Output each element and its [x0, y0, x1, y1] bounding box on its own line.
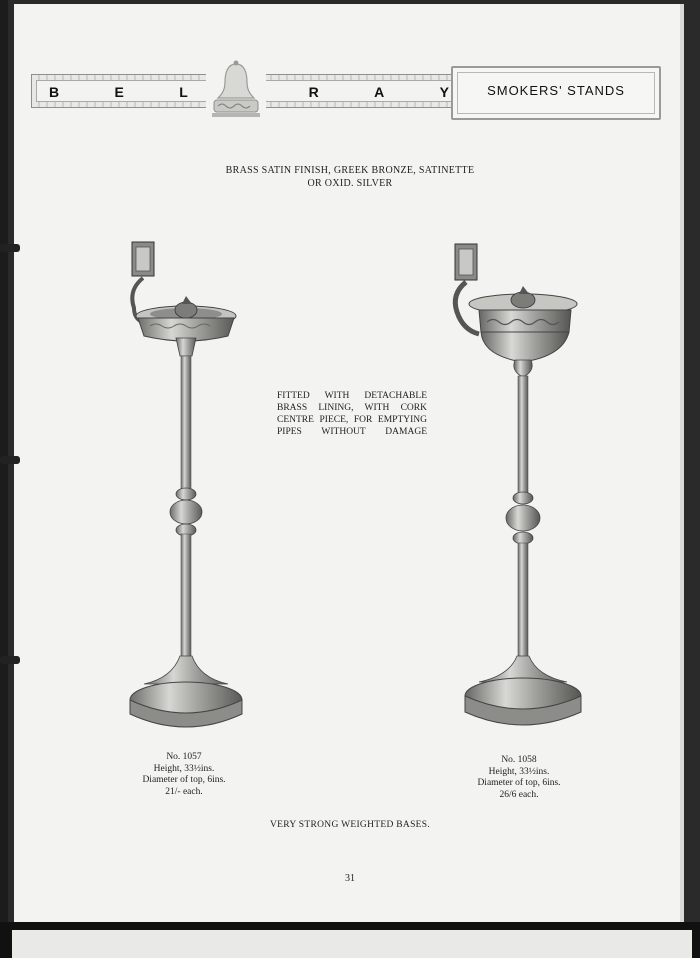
- brand-letter: R: [308, 84, 319, 100]
- product-height: Height, 33½ins.: [153, 763, 215, 774]
- stand-1057-illustration: [120, 238, 250, 743]
- section-title: SMOKERS' STANDS: [487, 83, 625, 98]
- lining-note: [277, 390, 427, 438]
- brand-letter: B: [49, 84, 60, 100]
- binder-hole: [0, 456, 20, 464]
- product-height: Height, 33½ins.: [488, 766, 550, 777]
- product-diameter: Diameter of top, 6ins.: [477, 778, 561, 788]
- lining-note-line: BRASS LINING, WITH CORK: [277, 403, 427, 413]
- product-number: No. 1058: [501, 755, 537, 765]
- brand-letter: L: [179, 84, 188, 100]
- brand-letter: A: [374, 84, 385, 100]
- brand-letter: Y: [439, 84, 449, 100]
- lining-note-line: PIPES WITHOUT DAMAGE: [277, 427, 427, 437]
- stand-1058-illustration: [445, 238, 590, 743]
- product-number: No. 1057: [166, 752, 202, 762]
- product-price: 21/- each.: [165, 786, 203, 797]
- product-price: 26/6 each.: [499, 789, 539, 800]
- lining-note-line: FITTED WITH DETACHABLE: [277, 391, 427, 401]
- product-caption-1057: [104, 752, 264, 798]
- lining-note-line: CENTRE PIECE, FOR EMPTYING: [277, 415, 427, 425]
- next-page-edge: [0, 922, 700, 958]
- brand-letter: E: [114, 84, 124, 100]
- section-title-panel: [451, 66, 661, 120]
- binder-hole: [0, 244, 20, 252]
- page-number: 31: [345, 873, 355, 884]
- finish-options-line-1: BRASS SATIN FINISH, GREEK BRONZE, SATINETTE: [225, 165, 475, 176]
- binder-hole: [0, 656, 20, 664]
- bell-logo-icon: [206, 58, 266, 122]
- product-diameter: Diameter of top, 6ins.: [142, 775, 226, 785]
- weighted-bases-note: VERY STRONG WEIGHTED BASES.: [269, 820, 431, 830]
- product-caption-1058: [439, 755, 599, 801]
- page-header: [31, 70, 656, 116]
- finish-options-line-2: OR OXID. SILVER: [307, 178, 393, 189]
